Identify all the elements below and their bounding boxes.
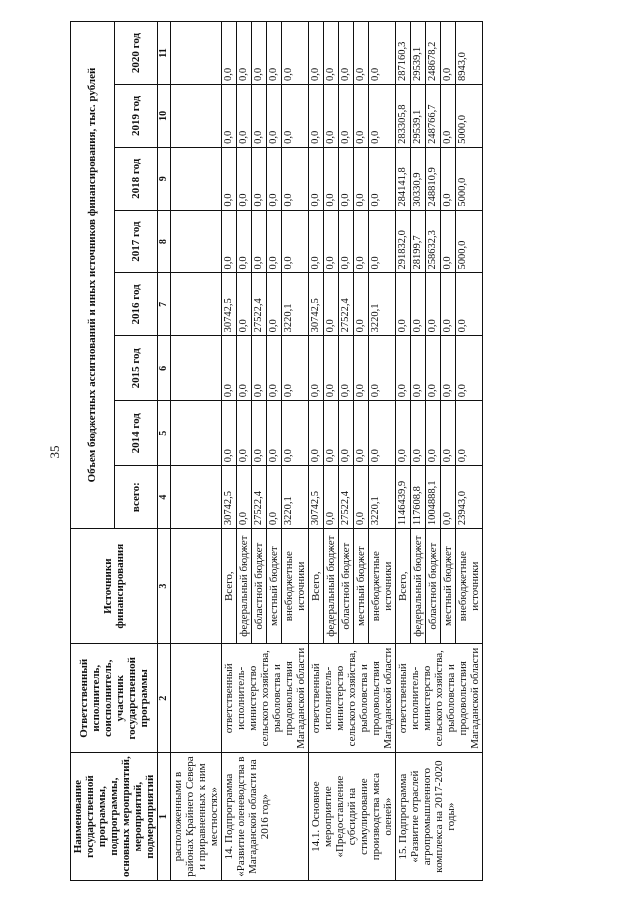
amount-year: 27522,4 [339,273,354,336]
amount-year: 0,0 [267,210,282,273]
amount-year: 258632,3 [426,210,441,273]
amount-year: 0,0 [339,336,354,401]
amount-year: 0,0 [324,84,339,147]
amount-year: 3220,1 [282,273,309,336]
index-row [158,22,171,881]
amount-year: 0,0 [354,22,369,85]
amount-year: 0,0 [354,336,369,401]
funding-source: Всего, [396,529,411,644]
index-cell: 10 [158,84,171,147]
amount-total: 1146439,9 [396,466,411,529]
funding-source: областной бюджет [339,529,354,644]
funding-source: федеральный бюджет [324,529,339,644]
rotated-page [70,21,620,881]
amount-total: 27522,4 [339,466,354,529]
header-year: 2016 год [114,273,158,336]
program-name: 15. Подпрограмма «Развитие отраслей агропромышленного комплекса на 2017-2020 годы» [396,753,483,881]
amount-year: 0,0 [282,22,309,85]
amount-total: 23943,0 [456,466,483,529]
amount-year: 0,0 [309,147,324,210]
amount-year: 5000,0 [456,210,483,273]
header-year: 2020 год [114,22,158,85]
amount-year: 0,0 [441,210,456,273]
amount-year: 0,0 [222,84,237,147]
amount-year: 0,0 [354,273,369,336]
amount-year: 0,0 [411,401,426,466]
amount-year: 0,0 [354,401,369,466]
funding-source: внебюджетные источники [369,529,396,644]
amount-year: 0,0 [441,22,456,85]
amount-year: 284141,8 [396,147,411,210]
amount-year: 0,0 [252,22,267,85]
index-cell: 8 [158,210,171,273]
amount-year: 0,0 [309,336,324,401]
amount-year: 0,0 [282,210,309,273]
header-year: 2018 год [114,147,158,210]
table-row [222,22,237,881]
amount-year: 0,0 [252,147,267,210]
amount-year: 0,0 [324,147,339,210]
amount-year: 0,0 [282,336,309,401]
amount-year: 287160,3 [396,22,411,85]
amount-total: 3220,1 [369,466,396,529]
amount-year: 0,0 [267,273,282,336]
amount-year: 29539,1 [411,84,426,147]
index-cell: 1 [158,753,171,881]
header-year: 2014 год [114,401,158,466]
amount-year: 0,0 [324,22,339,85]
amount-year: 0,0 [339,84,354,147]
header-source: Источники финансирования [71,529,158,644]
amount-year: 0,0 [237,22,252,85]
amount-year: 0,0 [339,147,354,210]
amount-total: 0,0 [354,466,369,529]
amount-year: 0,0 [237,84,252,147]
header-name: Наименование государственной программы, подпрограммы, основных мероприятий, мероприятий, подмероприятий [71,753,158,881]
amount-total: 3220,1 [282,466,309,529]
header-year: 2017 год [114,210,158,273]
amount-year: 0,0 [222,210,237,273]
amount-year: 0,0 [441,147,456,210]
funding-source: местный бюджет [354,529,369,644]
header-total: всего: [114,466,158,529]
amount-year: 0,0 [411,336,426,401]
amount-year: 0,0 [396,336,411,401]
funding-source: Всего, [222,529,237,644]
amount-year: 0,0 [441,273,456,336]
amount-year: 0,0 [369,401,396,466]
funding-source: Всего, [309,529,324,644]
amount-year: 0,0 [267,336,282,401]
amount-year: 0,0 [396,401,411,466]
continuation-name: расположенными в районах Крайнего Севера и приравненных к ним местностях» [171,753,222,881]
amount-year: 0,0 [369,84,396,147]
amount-total: 0,0 [324,466,339,529]
funding-source: внебюджетные источники [282,529,309,644]
amount-year: 283305,8 [396,84,411,147]
amount-year: 0,0 [282,401,309,466]
amount-year: 0,0 [237,147,252,210]
amount-year: 0,0 [282,147,309,210]
amount-year: 0,0 [237,336,252,401]
amount-total: 30742,5 [309,466,324,529]
amount-year: 0,0 [324,401,339,466]
amount-year: 0,0 [441,336,456,401]
program-name: 14. Подпрограмма «Развитие оленеводства в Магаданской области на 2016 год» [222,753,309,881]
table-body [171,22,483,881]
funding-source: областной бюджет [252,529,267,644]
amount-year: 0,0 [426,273,441,336]
amount-year: 0,0 [339,210,354,273]
table-row [309,22,324,881]
amount-year: 0,0 [222,336,237,401]
header-year: 2019 год [114,84,158,147]
header-executor: Ответственный исполнитель, соисполнитель, участник государственной программы [71,644,158,753]
funding-source: областной бюджет [426,529,441,644]
funding-table [70,21,483,881]
amount-year: 0,0 [354,147,369,210]
amount-year: 0,0 [396,273,411,336]
amount-year: 248766,7 [426,84,441,147]
amount-year: 0,0 [426,336,441,401]
amount-year: 0,0 [441,401,456,466]
amount-year: 3220,1 [369,273,396,336]
program-name: 14.1. Основное мероприятие «Предоставление субсидий на стимулирование производства мяса оленей» [309,753,396,881]
amount-year: 0,0 [339,401,354,466]
amount-year: 248810,9 [426,147,441,210]
amount-year: 0,0 [252,210,267,273]
executor: ответственный исполнитель-министерство сельского хозяйства, рыболовства и продовольствия Магаданской области [309,644,396,753]
executor: ответственный исполнитель-министерство сельского хозяйства, рыболовства и продовольствия Магаданской области [222,644,309,753]
index-cell: 6 [158,336,171,401]
amount-year: 5000,0 [456,84,483,147]
amount-year: 0,0 [222,22,237,85]
continuation-row [171,22,222,881]
index-cell: 9 [158,147,171,210]
funding-source: федеральный бюджет [411,529,426,644]
amount-year: 291832,0 [396,210,411,273]
index-cell: 4 [158,466,171,529]
amount-total: 117608,8 [411,466,426,529]
amount-year: 0,0 [282,84,309,147]
amount-year: 0,0 [309,84,324,147]
amount-year: 0,0 [354,210,369,273]
amount-year: 0,0 [456,336,483,401]
amount-total: 30742,5 [222,466,237,529]
amount-year: 0,0 [369,22,396,85]
amount-year: 28199,7 [411,210,426,273]
amount-year: 0,0 [252,336,267,401]
amount-year: 0,0 [369,336,396,401]
amount-year: 0,0 [456,401,483,466]
amount-year: 0,0 [411,273,426,336]
amount-year: 0,0 [324,336,339,401]
index-cell: 5 [158,401,171,466]
amount-year: 0,0 [267,22,282,85]
amount-total: 0,0 [267,466,282,529]
amount-year: 0,0 [267,84,282,147]
amount-year: 0,0 [237,210,252,273]
amount-year: 0,0 [252,401,267,466]
amount-year: 8943,0 [456,22,483,85]
funding-source: федеральный бюджет [237,529,252,644]
index-cell: 7 [158,273,171,336]
amount-total: 27522,4 [252,466,267,529]
index-cell: 2 [158,644,171,753]
amount-year: 29539,1 [411,22,426,85]
amount-year: 0,0 [456,273,483,336]
amount-year: 30742,5 [309,273,324,336]
amount-total: 1004888,1 [426,466,441,529]
amount-year: 0,0 [237,273,252,336]
amount-year: 0,0 [267,401,282,466]
amount-year: 27522,4 [252,273,267,336]
amount-year: 0,0 [369,210,396,273]
amount-total: 0,0 [237,466,252,529]
funding-source: местный бюджет [441,529,456,644]
page-number: 35 [47,445,62,459]
amount-year: 0,0 [222,401,237,466]
amount-year: 0,0 [252,84,267,147]
amount-year: 30330,9 [411,147,426,210]
funding-source: местный бюджет [267,529,282,644]
index-cell: 11 [158,22,171,85]
amount-year: 5000,0 [456,147,483,210]
amount-year: 0,0 [339,22,354,85]
table-row [396,22,411,881]
amount-year: 0,0 [324,210,339,273]
amount-year: 0,0 [309,210,324,273]
amount-year: 0,0 [309,22,324,85]
amount-year: 0,0 [354,84,369,147]
funding-source: внебюджетные источники [456,529,483,644]
amount-year: 0,0 [237,401,252,466]
amount-year: 0,0 [441,84,456,147]
amount-year: 0,0 [309,401,324,466]
amount-year: 0,0 [369,147,396,210]
amount-year: 0,0 [222,147,237,210]
amount-year: 248678,2 [426,22,441,85]
amount-year: 0,0 [426,401,441,466]
header-funding: Объем бюджетных ассигнований и иных источников финансирования, тыс. рублей [71,22,115,529]
header-year: 2015 год [114,336,158,401]
index-cell: 3 [158,529,171,644]
executor: ответственный исполнитель-министерство сельского хозяйства, рыболовства и продовольствия Магаданской области [396,644,483,753]
amount-total: 0,0 [441,466,456,529]
amount-year: 0,0 [267,147,282,210]
amount-year: 0,0 [324,273,339,336]
amount-year: 30742,5 [222,273,237,336]
